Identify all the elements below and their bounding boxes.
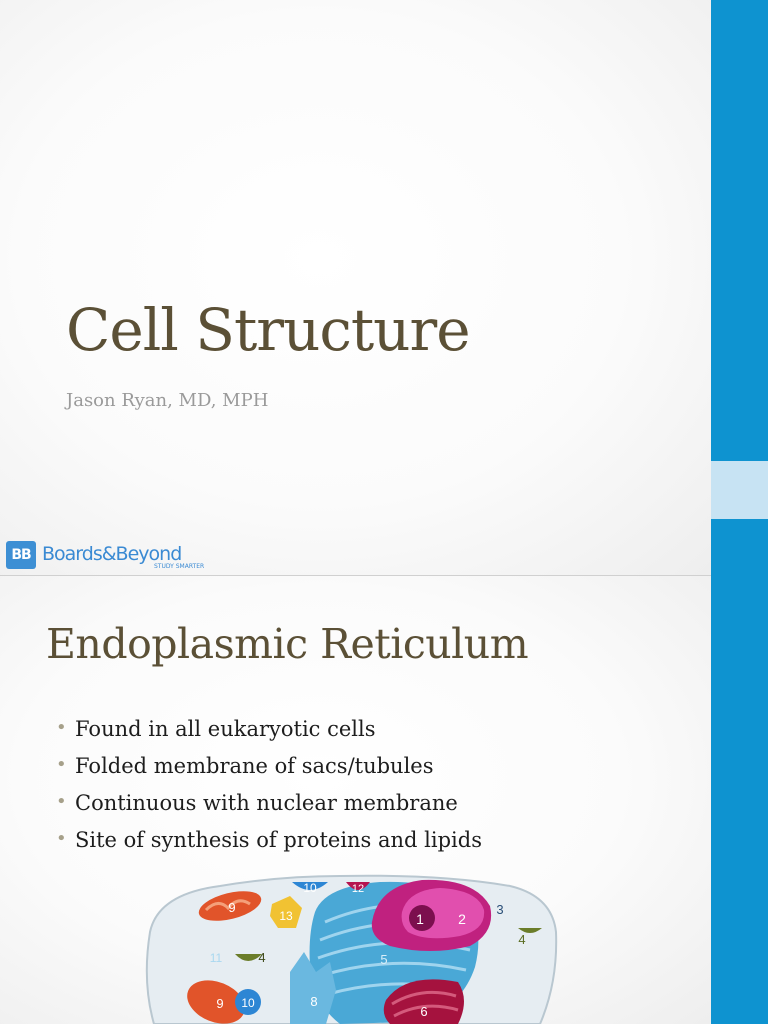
diagram-label: 12: [351, 883, 365, 895]
bullet-text: Found in all eukaryotic cells: [75, 717, 376, 741]
accent-bar-bottom: [711, 519, 768, 1024]
logo-badge: BB: [6, 541, 36, 569]
bullet-item: [56, 824, 482, 861]
diagram-label: 8: [310, 994, 318, 1009]
slide-subtitle: Jason Ryan, MD, MPH: [66, 390, 269, 411]
slide-title: Cell Structure: [66, 296, 470, 364]
accent-bar-light: [711, 461, 768, 519]
bullet-item: [56, 750, 482, 787]
diagram-label: 6: [420, 1004, 428, 1019]
bullet-text: Continuous with nuclear membrane: [75, 791, 458, 815]
bullet-icon: •: [56, 791, 67, 812]
diagram-label: 9: [216, 996, 224, 1011]
bullet-icon: •: [56, 828, 67, 849]
diagram-label: 10: [241, 996, 255, 1010]
diagram-label: 3: [496, 902, 504, 917]
bullet-icon: •: [56, 754, 67, 775]
logo-tagline: STUDY SMARTER: [154, 563, 205, 570]
accent-bar-top: [711, 0, 768, 461]
bullet-item: [56, 787, 482, 824]
logo-name: Boards&Beyond: [42, 543, 182, 565]
bullet-icon: •: [56, 717, 67, 738]
diagram-label: 2: [458, 911, 466, 927]
diagram-label: 1: [416, 911, 424, 927]
diagram-label: 4: [518, 932, 526, 947]
boards-and-beyond-logo: [6, 540, 206, 572]
diagram-label: 5: [380, 952, 388, 967]
diagram-label: 9: [228, 900, 236, 915]
diagram-label: 4: [258, 950, 266, 965]
content-slide: [0, 576, 711, 1024]
bullet-list: [56, 713, 482, 861]
diagram-label: 13: [279, 909, 293, 923]
cell-diagram: [140, 872, 560, 1024]
bullet-text: Folded membrane of sacs/tubules: [75, 754, 434, 778]
bullet-item: [56, 713, 482, 750]
diagram-label: 11: [209, 951, 223, 965]
bullet-text: Site of synthesis of proteins and lipids: [75, 828, 482, 852]
diagram-label: 10: [303, 881, 317, 895]
slide-title: Endoplasmic Reticulum: [46, 620, 529, 668]
